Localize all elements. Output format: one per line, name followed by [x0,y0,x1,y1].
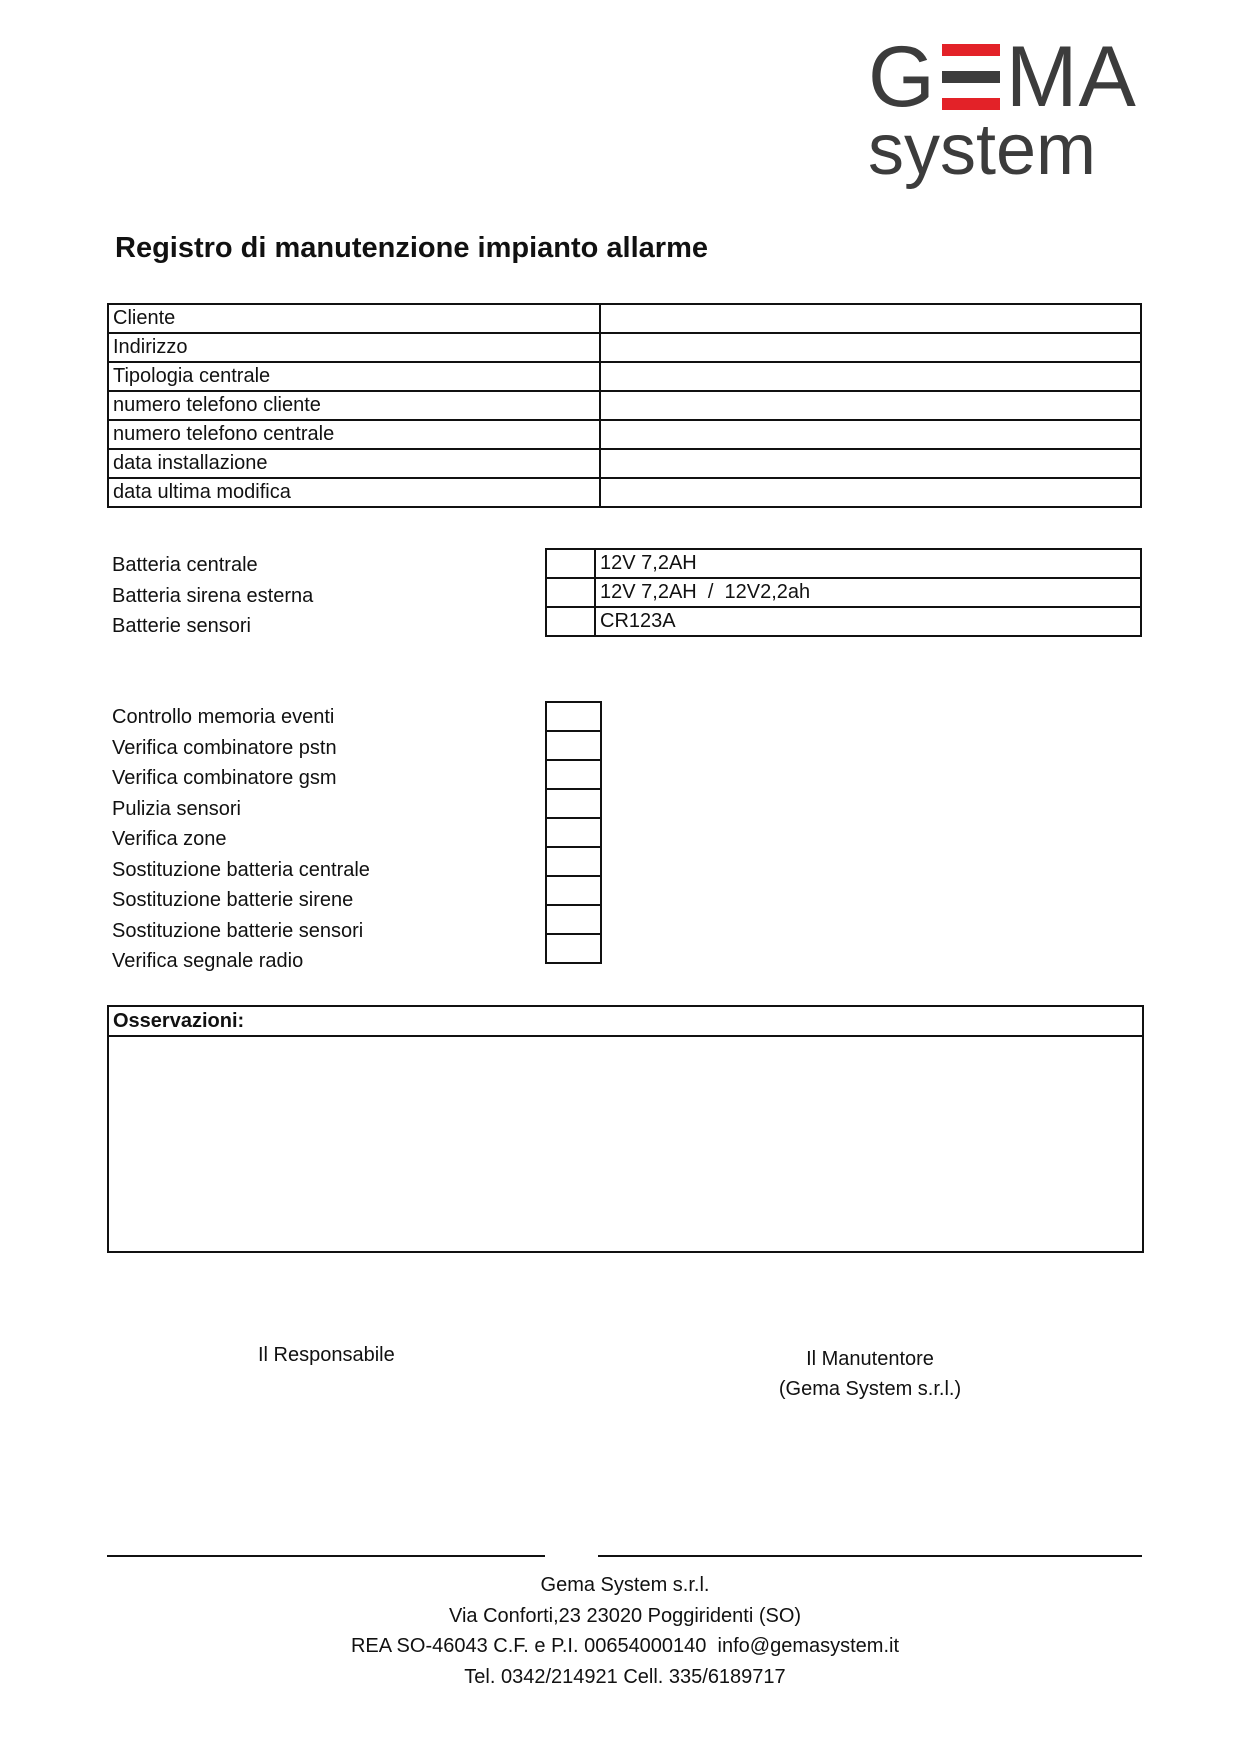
checklist-item-label: Verifica combinatore gsm [112,767,337,789]
battery-value: 12V 7,2AH / 12V2,2ah [595,578,1141,607]
observations-text-area[interactable] [109,1037,1142,1249]
checklist-checkbox[interactable] [546,760,601,789]
company-logo [868,29,1158,190]
logo-e-bar-middle [942,71,1000,83]
client-info-row [108,449,1141,478]
battery-row [546,578,1141,607]
client-info-value-field[interactable] [600,420,1141,449]
observations-box [107,1005,1144,1253]
checklist-item-label: Sostituzione batterie sensori [112,919,364,942]
checklist-checkbox[interactable] [546,876,601,905]
checklist-labels [112,702,370,977]
footer-address: Via Conforti,23 23020 Poggiridenti (SO) [448,1604,802,1627]
battery-checkbox[interactable] [546,578,595,607]
battery-labels [112,550,313,642]
signature-responsabile-label: Il Responsabile [258,1344,395,1366]
client-info-value-field[interactable] [600,362,1141,391]
logo-wordmark-top [868,29,1137,125]
signature-manutentore-label: Il Manutentore [806,1348,934,1370]
logo-e-bars-icon [942,42,1000,112]
logo-e-bar-top [942,44,1000,56]
client-info-row [108,478,1141,507]
company-footer [0,1570,1240,1692]
document-title: Registro di manutenzione impianto allarme [115,232,708,264]
checklist-item-label: Sostituzione batteria centrale [112,858,370,881]
footer-registry: REA SO-46043 C.F. e P.I. 00654000140 info@gemasystem.it [350,1635,900,1657]
checklist-checkbox[interactable] [546,847,601,876]
checklist-checkbox[interactable] [546,702,601,731]
battery-checkbox[interactable] [546,607,595,636]
logo-letter-g: G [868,29,936,125]
footer-contacts: Tel. 0342/214921 Cell. 335/6189717 [464,1665,786,1688]
checklist-checkbox[interactable] [546,905,601,934]
client-info-label: Cliente [108,304,600,333]
client-info-value-field[interactable] [600,449,1141,478]
client-info-value-field[interactable] [600,304,1141,333]
battery-value: CR123A [595,607,1141,636]
client-info-value-field[interactable] [600,478,1141,507]
battery-label: Batteria sirena esterna [112,584,314,607]
client-info-value-field[interactable] [600,391,1141,420]
logo-letters-ma: MA [1005,29,1137,125]
battery-row [546,607,1141,636]
battery-table [545,548,1142,637]
battery-label: Batteria centrale [112,554,258,576]
checklist-checkbox[interactable] [546,789,601,818]
battery-checkbox[interactable] [546,549,595,578]
battery-label: Batterie sensori [112,615,251,637]
footer-company: Gema System s.r.l. [540,1574,710,1596]
client-info-label: Tipologia centrale [108,362,600,391]
signature-line-right[interactable] [598,1555,1142,1557]
checklist-item-label: Sostituzione batterie sirene [112,889,354,911]
client-info-row [108,304,1141,333]
checklist-checkbox[interactable] [546,818,601,847]
checklist-item-label: Verifica zone [112,828,227,850]
signature-manutentore-sub: (Gema System s.r.l.) [778,1378,962,1400]
client-info-row [108,333,1141,362]
signature-manutentore-block [770,1344,970,1404]
client-info-row [108,362,1141,391]
client-info-row [108,420,1141,449]
checklist-item-label: Controllo memoria eventi [112,706,335,728]
client-info-table [107,303,1142,508]
checklist-checkbox[interactable] [546,934,601,963]
logo-wordmark-bottom: system [868,110,1097,190]
logo-e-bar-bottom [942,98,1000,110]
checklist-item-label: Verifica segnale radio [112,950,304,972]
client-info-label: numero telefono centrale [108,420,600,449]
client-info-value-field[interactable] [600,333,1141,362]
checklist-item-label: Verifica combinatore pstn [112,736,337,759]
observations-label: Osservazioni: [109,1007,1142,1037]
client-info-label: numero telefono cliente [108,391,600,420]
client-info-row [108,391,1141,420]
checklist-checkbox[interactable] [546,731,601,760]
client-info-label: Indirizzo [108,333,600,362]
battery-row [546,549,1141,578]
signature-line-left[interactable] [107,1555,545,1557]
checklist-boxes [545,701,602,964]
client-info-label: data ultima modifica [108,478,600,507]
client-info-label: data installazione [108,449,600,478]
checklist-item-label: Pulizia sensori [112,797,241,820]
battery-value: 12V 7,2AH [595,549,1141,578]
